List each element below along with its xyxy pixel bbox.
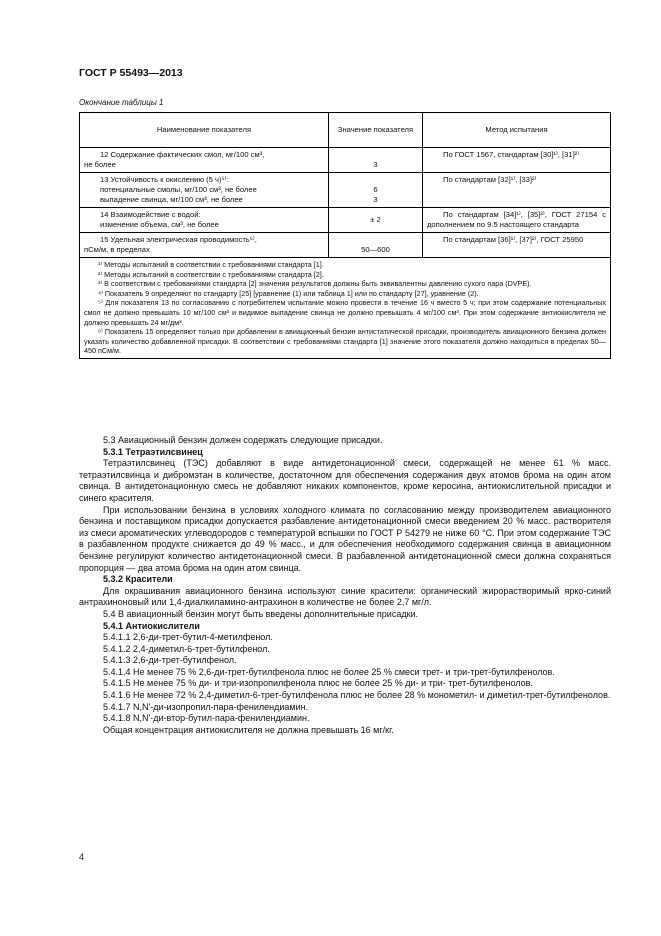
- column-header-name: Наименование показателя: [80, 113, 329, 148]
- section-heading: 5.3.2 Красители: [103, 574, 173, 585]
- paragraph: 5.3 Авиационный бензин должен содержать следующие присадки.: [103, 435, 383, 445]
- list-item: 5.4.1.4 Не менее 75 % 2,6-ди-трет-бутилфенола плюс не более 25 % смеси трет- и три-трет-бутилфенолов.: [103, 666, 555, 677]
- column-header-value: Значение показателя: [329, 113, 423, 148]
- document-body: [79, 435, 611, 736]
- section-heading: 5.3.1 Тетраэтилсвинец: [103, 446, 203, 457]
- indicator-name: 13 Устойчивость к окислению (5 ч)⁵⁾: потенциальные смолы, мг/100 см³, не более выпадение свинца, мг/100 см³, не более: [80, 173, 329, 208]
- footnote: ³⁾ В соответствии с требованиями стандарта [2] значения результатов должны быть эквивалентны давлению сухого пара (DVPE).: [98, 279, 532, 289]
- indicator-name: 15 Удельная электрическая проводимость⁶⁾, пСм/м, в пределах: [80, 233, 329, 258]
- column-header-method: Метод испытания: [423, 113, 611, 148]
- list-item: 5.4.1.7 N,N'-ди-изопропил-пара-фенилендиамин.: [103, 701, 309, 712]
- list-item: 5.4.1.2 2,4-диметил-6-трет-бутилфенол.: [103, 643, 270, 654]
- test-method: По стандартам [34]¹⁾, [35]²⁾, ГОСТ 27154 с дополнением по 9.5 настоящего стандарта: [423, 208, 611, 233]
- table-row: [80, 173, 611, 208]
- test-method: По ГОСТ 1567, стандартам [30]¹⁾, [31]²⁾: [423, 148, 611, 173]
- table-footnotes-row: [80, 258, 611, 359]
- paragraph: Тетраэтилсвинец (ТЭС) добавляют в виде антидетонационной смеси, содержащей не менее 61 % масс. тетраэтилсвинца и дибромэтан в количестве, достаточном для обеспечения содержания двух атомов брома на один атом свинца. В антидетонационную смесь не добавляют никаких компонентов, кроме керосина, антиокислительной присадки и синего красителя.: [79, 458, 611, 503]
- table-header-row: [80, 113, 611, 148]
- list-item: 5.4.1.3 2,6-ди-трет-бутилфенол.: [103, 655, 237, 666]
- indicator-name: 12 Содержание фактических смол, мг/100 см³, не более: [80, 148, 329, 173]
- footnote: ⁵⁾ Для показателя 13 по согласованию с потребителем испытание можно провести в течение 16 ч вместо 5 ч; при этом содержание потенциальных смол не должно превышать 10 мг/100 см³ и видимое выпадение свинца не должно превышать 4 мг/100 см³. При этом содержание антиокислителя не должно превышать 24 мг/дм³.: [84, 298, 606, 327]
- list-item: 5.4.1.8 N,N'-ди-втор-бутил-пара-фенилендиамин.: [103, 713, 310, 724]
- table-row: [80, 148, 611, 173]
- indicator-table: [79, 112, 611, 359]
- indicator-name: 14 Взаимодействие с водой: изменение объема, см³, не более: [80, 208, 329, 233]
- table-caption: Окончание таблицы 1: [79, 98, 164, 107]
- table-row: [80, 233, 611, 258]
- list-item: 5.4.1.1 2,6-ди-трет-бутил-4-метилфенол.: [103, 632, 273, 643]
- test-method: По стандартам [32]¹⁾, [33]²⁾: [423, 173, 611, 208]
- list-item: 5.4.1.5 Не менее 75 % ди- и три-изопропилфенола плюс не более 25 % ди- и три- трет-бутилфенолов.: [103, 678, 533, 689]
- footnote: ⁶⁾ Показатель 15 определяют только при добавлении в авиационный бензин антистатической присадки, производитель авиационного бензина должен указать количество добавленной присадки. В соответствии с требованиями стандарта [1] значение этого показателя должно находиться в пределах 50—450 пСм/м.: [84, 327, 606, 356]
- footnote: ²⁾ Методы испытаний в соответствии с требованиями стандарта [2].: [98, 269, 324, 279]
- paragraph: 5.4 В авиационный бензин могут быть введены дополнительные присадки.: [103, 608, 419, 619]
- list-item: 5.4.1.6 Не менее 72 % 2,4-диметил-6-трет-бутилфенола плюс не более 28 % монометил- и диметил-трет-бутилфенолов.: [103, 690, 611, 701]
- indicator-value: ± 2: [329, 208, 423, 233]
- document-header: ГОСТ Р 55493—2013: [79, 67, 183, 79]
- footnote: ¹⁾ Методы испытаний в соответствии с требованиями стандарта [1].: [98, 260, 324, 269]
- indicator-value: 50—600: [329, 233, 423, 258]
- section-heading: 5.4.1 Антиокислители: [103, 620, 200, 631]
- footnote: ⁴⁾ Показатель 9 определяют по стандарту [25] [уравнение (1) или таблица 1] или по стандарту [27], уравнение (2).: [98, 288, 479, 298]
- indicator-value: 3: [329, 148, 423, 173]
- test-method: По стандартам [36]¹⁾, [37]²⁾, ГОСТ 25950: [423, 233, 611, 258]
- paragraph: Общая концентрация антиокислителя не должна превышать 16 мг/кг.: [103, 724, 394, 735]
- paragraph: Для окрашивания авиационного бензина используют синие красители: органический жирорастворимый ярко-синий антрахиноновый или 1,4-диалкиламино-антрахинон в количестве не более 2,7 мг/л.: [79, 585, 611, 608]
- indicator-value: 6 3: [329, 173, 423, 208]
- page-number: 4: [79, 852, 85, 862]
- paragraph: При использовании бензина в условиях холодного климата по согласованию между производителем авиационного бензина и поставщиком присадки допускается разбавление антидетонационной смеси введением 20 % масс. растворителя из смеси ароматических углеводородов с температурой вспышки по ГОСТ Р 54279 не ниже 60 °С. При этом содержание ТЭС в разбавленном продукте снижается до 49 % масс., и для обеспечения необходимого содержания свинца в авиационном бензине регулируют количество антидетонационной смеси. В разбавленной антидетонационной смеси должна сохраняться пропорция — два атома брома на один атом свинца.: [79, 504, 611, 573]
- table-footnotes: [80, 258, 611, 359]
- table-row: [80, 208, 611, 233]
